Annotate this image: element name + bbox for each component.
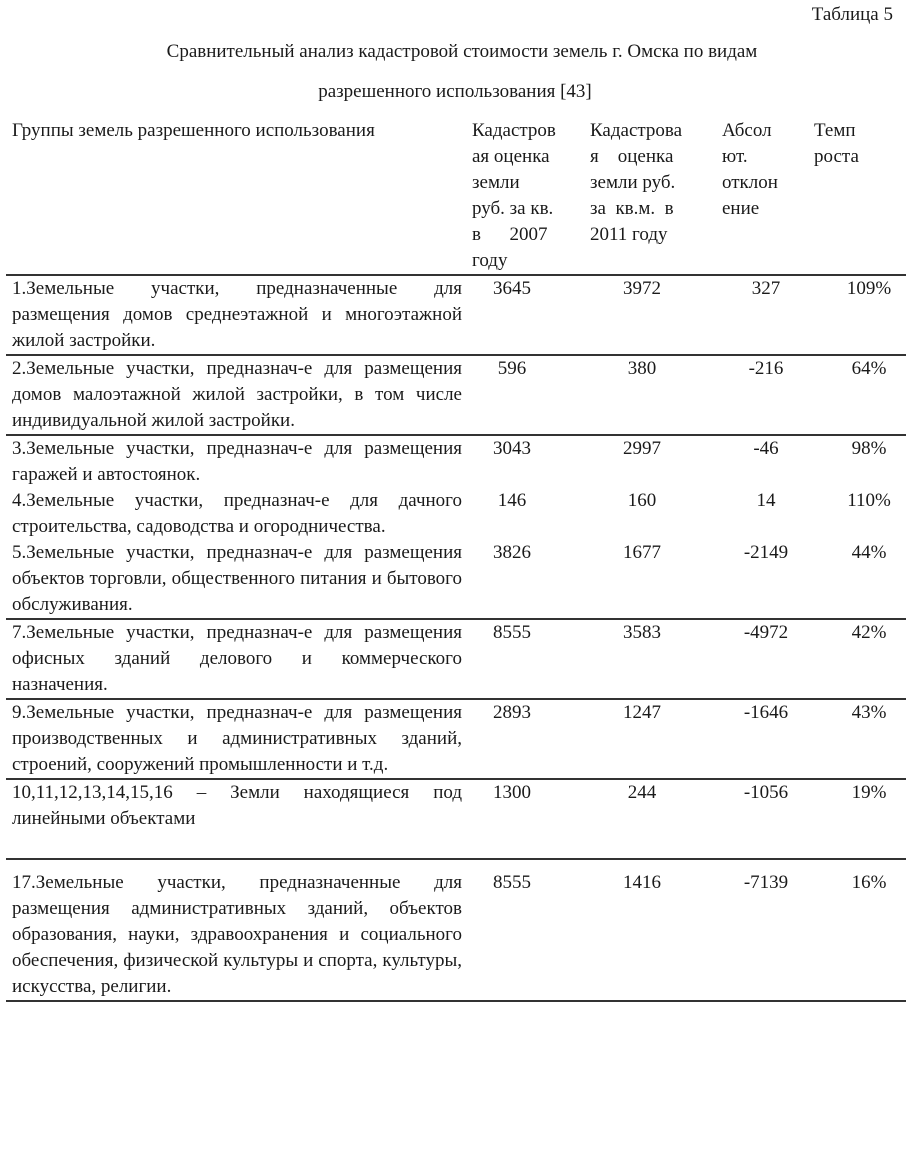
- header-line: Абсол: [722, 120, 772, 141]
- land-group-cell: 4.Земельные участки, предназнач-е для дачного строительства, садоводства и огородничества.: [12, 490, 462, 537]
- abs-deviation-cell: 327: [718, 275, 810, 355]
- value-2007-cell: 3043: [493, 438, 531, 459]
- value-2007-cell: 596: [468, 355, 586, 435]
- header-line: руб. за кв.: [472, 198, 554, 219]
- abs-deviation-cell: -4972: [718, 619, 810, 699]
- land-group-cell: 2.Земельные участки, предназнач-е для размещения домов малоэтажной жилой застройки, в том числе индивидуальной жилой застройки.: [6, 355, 468, 435]
- value-2011-cell: 1416: [586, 859, 718, 1001]
- abs-deviation-cell: -7139: [718, 859, 810, 1001]
- value-2007-cell: 3826: [468, 540, 586, 619]
- value-2011-cell: 160: [627, 490, 657, 511]
- abs-deviation-cell: -1646: [718, 699, 810, 779]
- header-line: Темп: [814, 120, 856, 141]
- land-group-cell: 1.Земельные участки, предназначенные для размещения домов среднеэтажной и многоэтажной жилой застройки.: [6, 275, 468, 355]
- land-group-cell: 10,11,12,13,14,15,16 – Земли находящиеся под линейными объектами: [6, 779, 468, 859]
- header-line: Кадастрова: [590, 120, 683, 141]
- header-line: ют.: [722, 146, 748, 167]
- header-line: Кадастров: [472, 120, 556, 141]
- header-abs-deviation: [718, 118, 810, 275]
- abs-deviation-cell: 14: [756, 490, 776, 511]
- abs-deviation-cell: -46: [753, 438, 779, 459]
- growth-rate-cell: 16%: [810, 859, 906, 1001]
- table-caption-line-1: Сравнительный анализ кадастровой стоимости земель г. Омска по видам: [166, 41, 758, 62]
- land-group-cell: 17.Земельные участки, предназначенные для размещения административных зданий, объектов образования, науки, здравоохранения и социального обеспечения, физической культуры и спорта, культуры, искусства, религии.: [6, 859, 468, 1001]
- table-row: [6, 275, 906, 355]
- value-2011-cell: 1677: [586, 540, 718, 619]
- growth-rate-cell: 43%: [810, 699, 906, 779]
- header-line: году: [472, 250, 508, 271]
- value-2007-cell: 3645: [468, 275, 586, 355]
- abs-deviation-cell: -216: [718, 355, 810, 435]
- table-number: Таблица 5: [811, 4, 893, 25]
- table-row: [6, 355, 906, 435]
- value-2007-cell: 8555: [468, 859, 586, 1001]
- value-2011-cell: 380: [586, 355, 718, 435]
- table-header-row: [6, 118, 906, 275]
- table-row: [6, 699, 906, 779]
- cadastral-value-table: [6, 118, 906, 1002]
- growth-rate-cell: 109%: [810, 275, 906, 355]
- value-2011-cell: 3583: [586, 619, 718, 699]
- table-row: [6, 779, 906, 859]
- header-land-groups: Группы земель разрешенного использования: [6, 118, 468, 275]
- table-row: [6, 619, 906, 699]
- land-group-cell: 7.Земельные участки, предназнач-е для размещения офисных зданий делового и коммерческого назначения.: [6, 619, 468, 699]
- table-caption-line-2: разрешенного использования [43]: [318, 81, 592, 102]
- land-group-cell: 5.Земельные участки, предназнач-е для размещения объектов торговли, общественного питания и бытового обслуживания.: [6, 540, 468, 619]
- header-line: я оценка: [590, 146, 674, 167]
- growth-rate-cell: 98%: [851, 438, 887, 459]
- header-line: земли: [472, 172, 520, 193]
- growth-rate-cell: 19%: [810, 779, 906, 859]
- header-growth-rate: [810, 118, 906, 275]
- growth-rate-cell: 110%: [847, 490, 891, 511]
- value-2007-cell: 2893: [468, 699, 586, 779]
- value-2011-cell: 1247: [586, 699, 718, 779]
- land-group-cell: 3.Земельные участки, предназнач-е для размещения гаражей и автостоянок.: [12, 438, 462, 485]
- table-row: [6, 488, 906, 540]
- growth-rate-cell: 44%: [810, 540, 906, 619]
- header-line: в 2007: [472, 224, 548, 245]
- growth-rate-cell: 64%: [810, 355, 906, 435]
- value-2011-cell: 2997: [623, 438, 661, 459]
- growth-rate-cell: 42%: [810, 619, 906, 699]
- header-line: роста: [814, 146, 859, 167]
- abs-deviation-cell: -1056: [718, 779, 810, 859]
- header-line: ая оценка: [472, 146, 550, 167]
- value-2011-cell: 244: [586, 779, 718, 859]
- value-2007-cell: 1300: [468, 779, 586, 859]
- value-2007-cell: 8555: [468, 619, 586, 699]
- header-line: отклон: [722, 172, 778, 193]
- header-line: 2011 году: [590, 224, 668, 245]
- header-value-2011: [586, 118, 718, 275]
- header-value-2007: [468, 118, 586, 275]
- header-line: за кв.м. в: [590, 198, 674, 219]
- value-2011-cell: 3972: [586, 275, 718, 355]
- header-line: земли руб.: [590, 172, 676, 193]
- table-row: [6, 435, 906, 488]
- header-line: ение: [722, 198, 760, 219]
- abs-deviation-cell: -2149: [718, 540, 810, 619]
- value-2007-cell: 146: [497, 490, 527, 511]
- land-group-cell: 9.Земельные участки, предназнач-е для размещения производственных и административных зданий, строений, сооружений промышленности и т.д.: [6, 699, 468, 779]
- table-row: [6, 540, 906, 619]
- table-row: [6, 859, 906, 1001]
